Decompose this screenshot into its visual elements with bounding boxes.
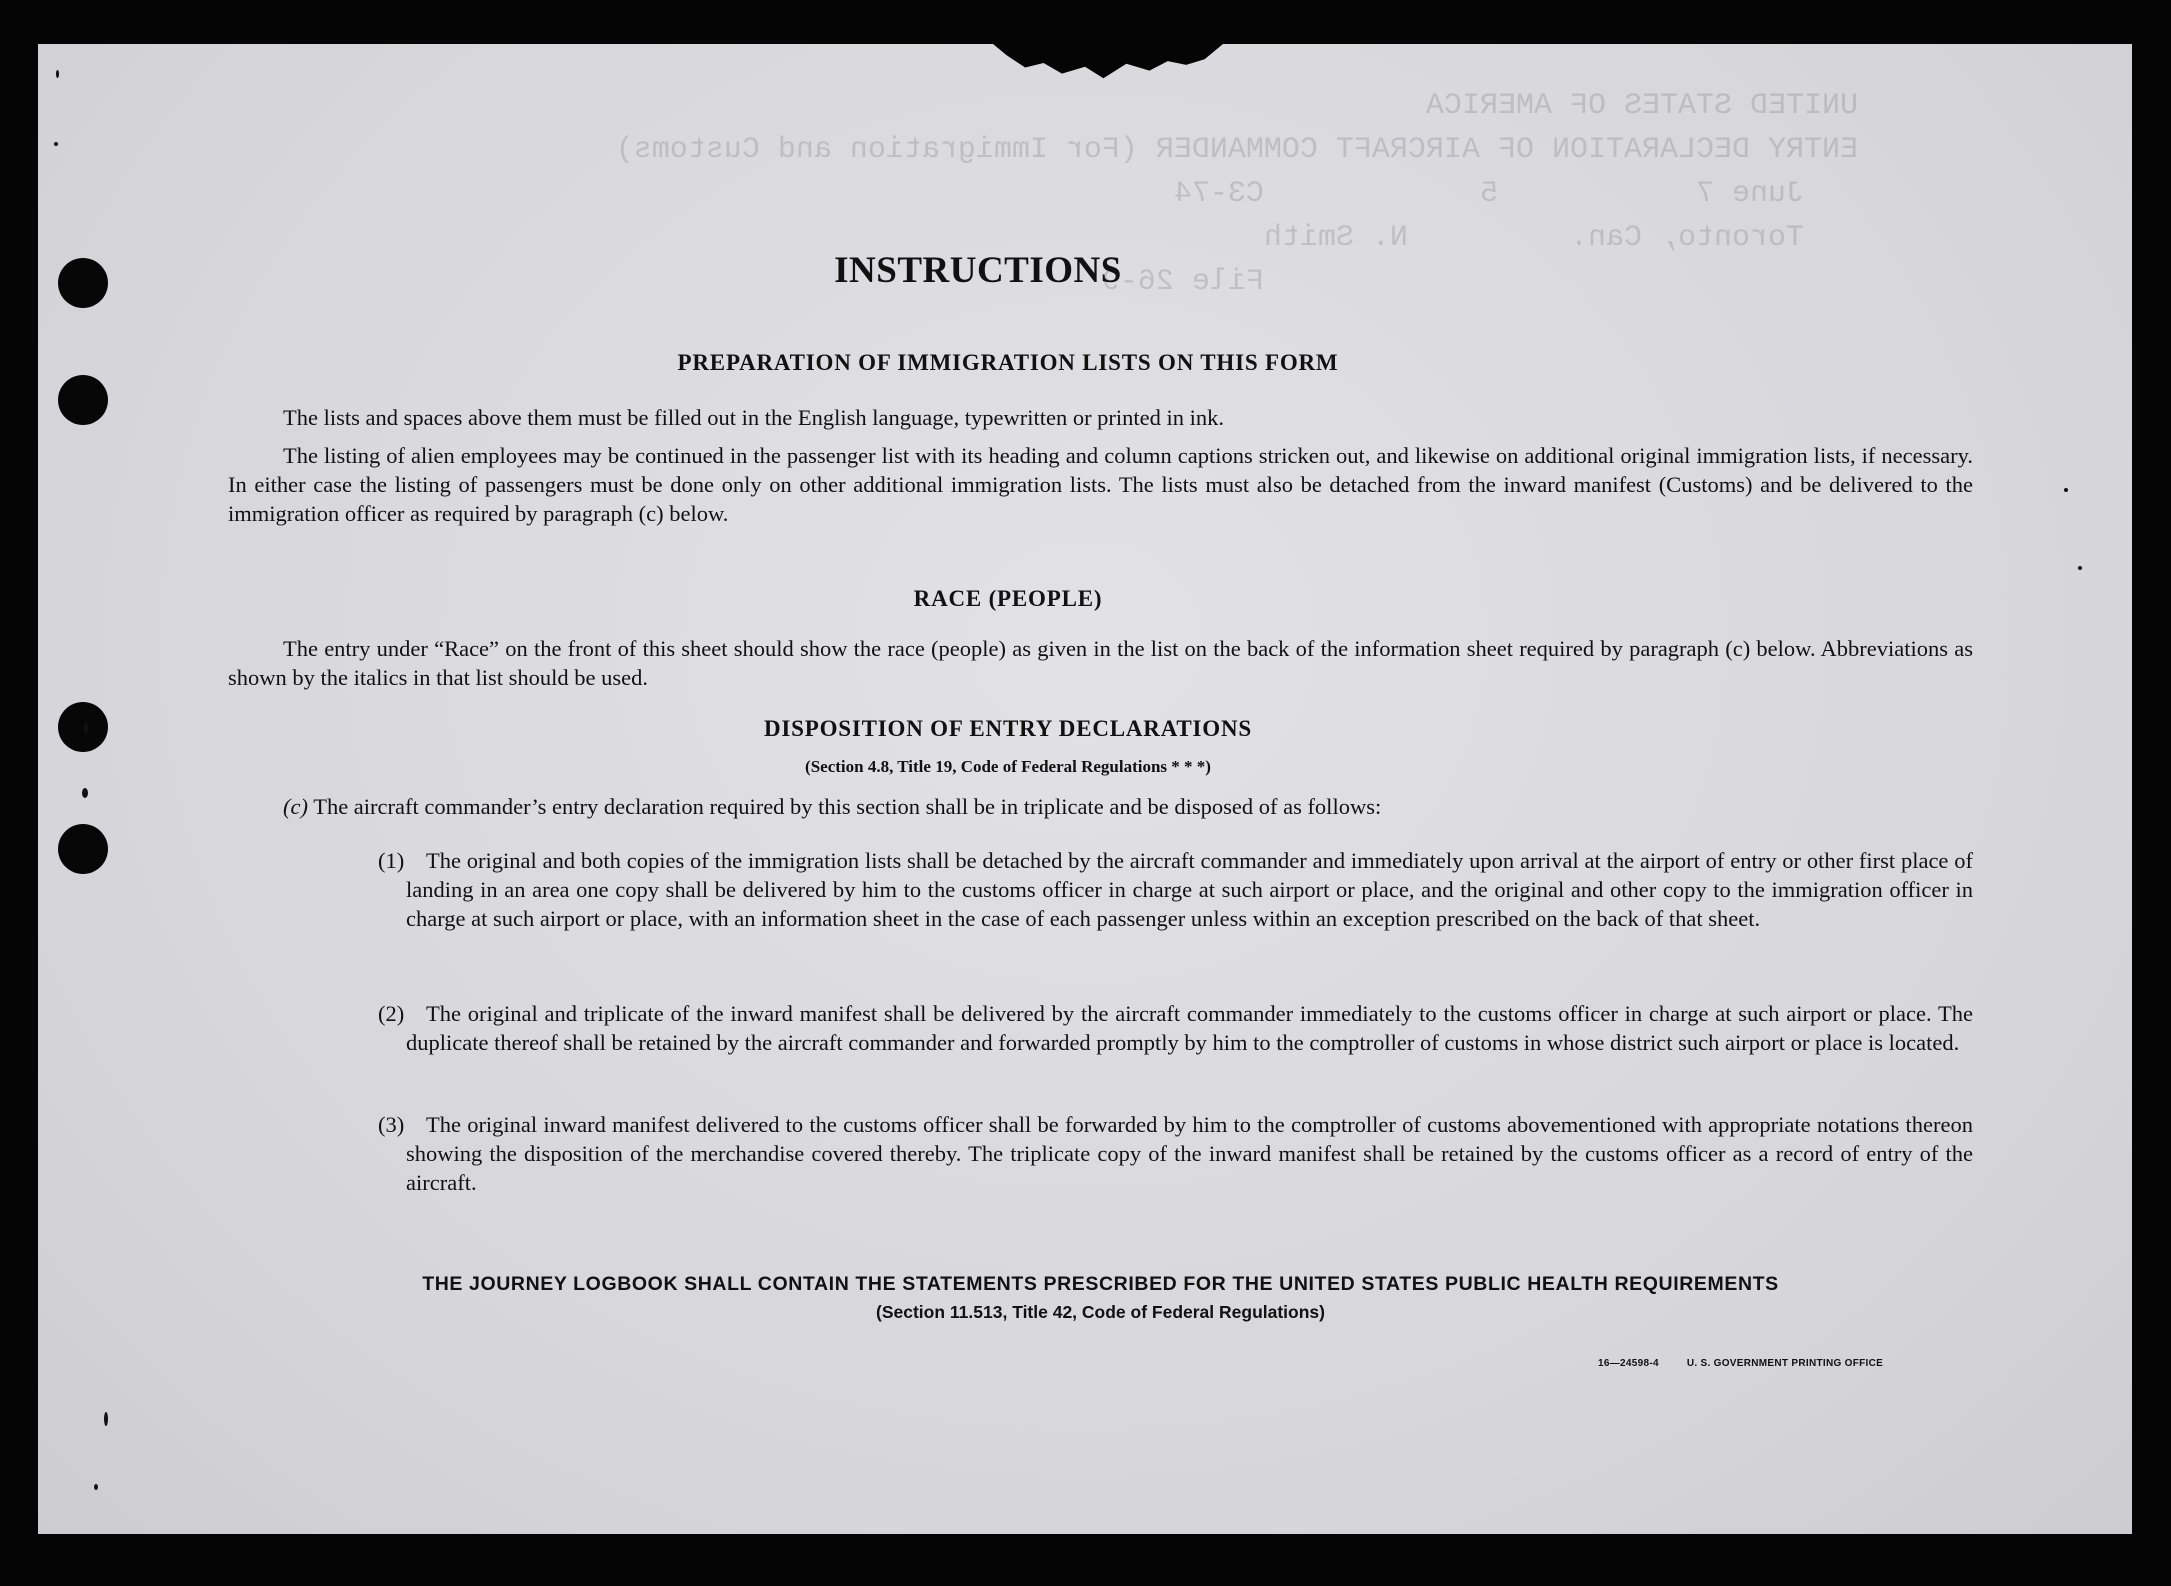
item-text: The original inward manifest delivered to the customs officer shall be forwarded by him to the comptroller of customs abovementioned with appropriate notations thereon showing the disposition of the merchandise covered thereby. The triplicate copy of the inward manifest shall be retained by the customs officer as a record of entry of the aircraft. [406, 1112, 1973, 1195]
printer-name: U. S. GOVERNMENT PRINTING OFFICE [1686, 1358, 1884, 1369]
ink-speck [54, 142, 58, 146]
item-number: (3) [378, 1112, 405, 1137]
document-page [38, 44, 2132, 1534]
preparation-paragraph-2: The listing of alien employees may be continued in the passenger list with its heading and column captions stricken out, and likewise on additional original immigration lists, if necessary. In either case the listing of passengers must be done only on other additional immigration lists. The lists must also be detached from the inward manifest (Customs) and be delivered to the immigration officer as required by paragraph (c) below. [228, 443, 1973, 526]
punch-hole [58, 824, 108, 874]
form-number: 16—24598-4 [1598, 1358, 1659, 1369]
disposition-item-3 [378, 1110, 1973, 1197]
disposition-clause [283, 792, 1973, 821]
punch-hole [58, 375, 108, 425]
ink-speck [84, 722, 88, 734]
disposition-item-1 [378, 846, 1973, 933]
disposition-item-2 [378, 999, 1973, 1057]
disposition-reference: (Section 4.8, Title 19, Code of Federal Regulations * * *) [805, 757, 1211, 776]
item-text: The original and both copies of the immigration lists shall be detached by the aircraft commander and immediately upon arrival at the airport of entry or other first place of landing in an area one copy shall be delivered by him to the customs officer in charge at such airport or place, and the original and other copy to the immigration officer in charge at such airport or place, with an information sheet in the case of each passenger unless within an exception prescribed on the back of that sheet. [406, 848, 1973, 931]
race-paragraph: The entry under “Race” on the front of this sheet should show the race (people) as given in the list on the back of the information sheet required by paragraph (c) below. Abbreviations as shown by the italics in that list should be used. [228, 636, 1973, 690]
item-number: (2) [378, 1001, 405, 1026]
punch-hole [58, 258, 108, 308]
clause-label: (c) [283, 794, 308, 819]
ink-speck [82, 788, 88, 798]
ink-speck [94, 1484, 98, 1490]
disposition-heading: DISPOSITION OF ENTRY DECLARATIONS [763, 716, 1253, 741]
item-text: The original and triplicate of the inward manifest shall be delivered by the aircraft commander immediately to the customs officer in charge at such airport or place. The duplicate thereof shall be retained by the aircraft commander and forwarded promptly by him to the comptroller of customs in whose district such airport or place is located. [406, 1001, 1973, 1055]
item-number: (1) [378, 848, 405, 873]
ink-speck [56, 70, 59, 78]
preparation-heading: PREPARATION OF IMMIGRATION LISTS ON THIS FORM [677, 350, 1339, 375]
printer-imprint [1598, 1358, 1883, 1369]
ink-speck [2064, 488, 2068, 492]
page-title: INSTRUCTIONS [834, 250, 1122, 291]
race-heading: RACE (PEOPLE) [913, 586, 1103, 611]
ink-speck [2078, 566, 2082, 570]
preparation-paragraph-1: The lists and spaces above them must be filled out in the English language, typewritten or printed in ink. [283, 405, 1225, 430]
reverse-side-bleed-through: UNITED STATES OF AMERICA ENTRY DECLARATION OF AIRCRAFT COMMANDER (For Immigration and Customs) June 7 5 C3-74 Toronto, Can. N. Smith File 26-9 [615, 89, 1858, 299]
punch-hole [58, 702, 108, 752]
ink-speck [104, 1412, 108, 1426]
footer-reference: (Section 11.513, Title 42, Code of Federal Regulations) [876, 1302, 1325, 1322]
clause-text: The aircraft commander’s entry declaration required by this section shall be in triplicate and be disposed of as follows: [313, 794, 1382, 819]
torn-edge [993, 44, 1223, 82]
footer-heading: THE JOURNEY LOGBOOK SHALL CONTAIN THE STATEMENTS PRESCRIBED FOR THE UNITED STATES PUBLIC HEALTH REQUIREMENTS [422, 1273, 1779, 1295]
